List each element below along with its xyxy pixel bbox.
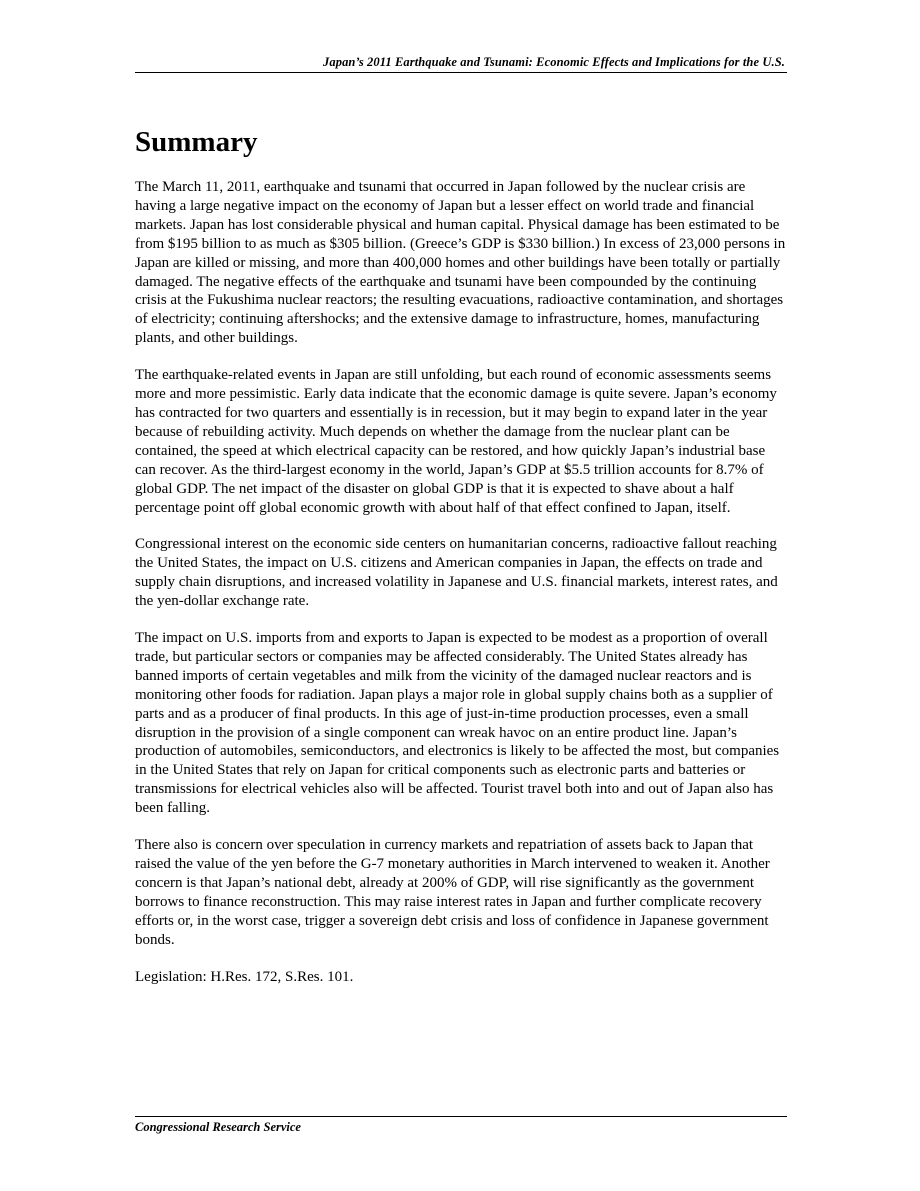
running-footer: Congressional Research Service	[135, 1120, 301, 1134]
section-title: Summary	[135, 126, 258, 158]
summary-paragraph-5: There also is concern over speculation in currency markets and repatriation of assets back to Japan that raised the value of the yen before the G-7 monetary authorities in March intervened to weaken it. Another concern is that Japan’s national debt, already at 200% of GDP, will rise significantly as the government borrows to finance reconstruction. This may raise interest rates in Japan and further complicate recovery efforts or, in the worst case, trigger a sovereign debt crisis and loss of confidence in Japanese government bonds.	[135, 837, 770, 948]
summary-paragraph-3: Congressional interest on the economic side centers on humanitarian concerns, radioactive fallout reaching the United States, the impact on U.S. citizens and American companies in Japan, the effects on trade and supply chain disruptions, and increased volatility in Japanese and U.S. financial markets, interest rates, and the yen-dollar exchange rate.	[135, 536, 778, 610]
summary-paragraph-4: The impact on U.S. imports from and exports to Japan is expected to be modest as a proportion of overall trade, but particular sectors or companies may be affected considerably. The United States already has banned imports of certain vegetables and milk from the vicinity of the damaged nuclear reactors and is monitoring other foods for radiation. Japan plays a major role in global supply chains both as a supplier of parts and as a producer of final products. In this age of just-in-time production processes, even a small disruption in the provision of a single component can wreak havoc on an entire product line. Japan’s production of automobiles, semiconductors, and electronics is likely to be affected the most, but companies in the United States that rely on Japan for critical components such as electronic parts and batteries or transmissions for electrical vehicles also will be affected. Tourist travel both into and out of Japan also has been falling.	[135, 630, 780, 817]
summary-paragraph-1: The March 11, 2011, earthquake and tsunami that occurred in Japan followed by the nuclear crisis are having a large negative impact on the economy of Japan but a lesser effect on world trade and financial markets. Japan has lost considerable physical and human capital. Physical damage has been estimated to be from $195 billion to as much as $305 billion. (Greece’s GDP is $330 billion.) In excess of 23,000 persons in Japan are killed or missing, and more than 400,000 homes and other buildings have been totally or partially damaged. The negative effects of the earthquake and tsunami have been compounded by the continuing crisis at the Fukushima nuclear reactors; the resulting evacuations, radioactive contamination, and shortages of electricity; continuing aftershocks; and the extensive damage to infrastructure, homes, manufacturing plants, and other buildings.	[135, 179, 786, 347]
footer-divider	[135, 1116, 787, 1117]
header-divider	[135, 72, 787, 73]
running-header: Japan’s 2011 Earthquake and Tsunami: Economic Effects and Implications for the U.S.	[323, 55, 785, 69]
summary-paragraph-2: The earthquake-related events in Japan are still unfolding, but each round of economic assessments seems more and more pessimistic. Early data indicate that the economic damage is quite severe. Japan’s economy has contracted for two quarters and essentially is in recession, but it may begin to expand later in the year because of rebuilding activity. Much depends on whether the damage from the nuclear plant can be contained, the speed at which electrical capacity can be restored, and how quickly Japan’s industrial base can recover. As the third-largest economy in the world, Japan’s GDP at $5.5 trillion accounts for 8.7% of global GDP. The net impact of the disaster on global GDP is that it is expected to shave about a half percentage point off global economic growth with about half of that effect confined to Japan, itself.	[135, 367, 777, 516]
summary-body	[135, 178, 787, 1004]
legislation-line: Legislation: H.Res. 172, S.Res. 101.	[135, 968, 354, 985]
